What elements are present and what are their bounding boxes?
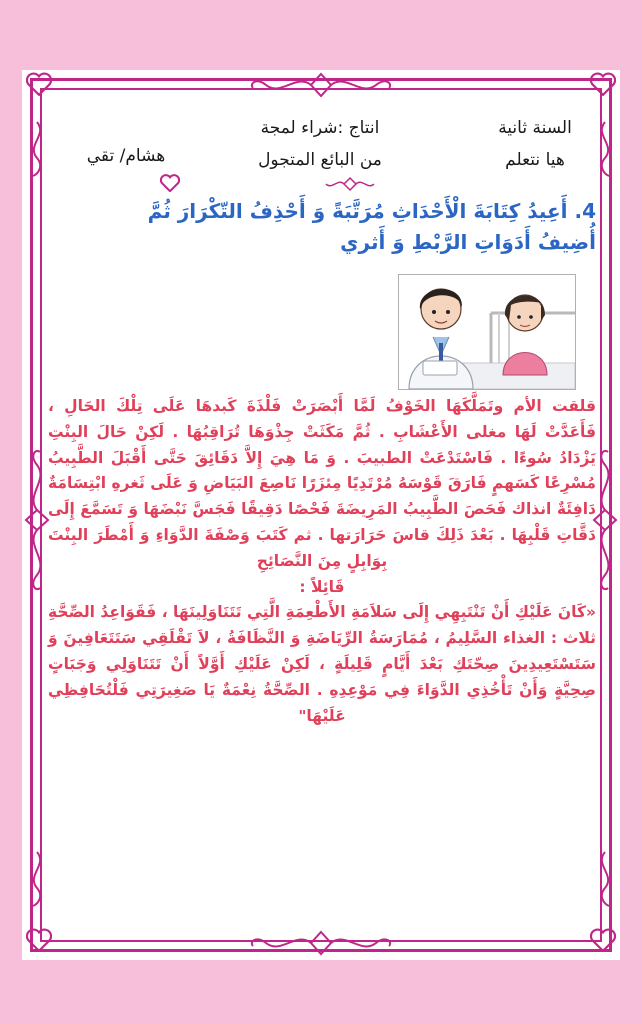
flourish-ornament-left-bottom-icon bbox=[24, 850, 50, 910]
doctor-and-patient-illustration bbox=[398, 274, 576, 390]
story-paragraph-1: قلقت الأم وتَمَلَّكَهَا الخَوْفُ لَمَّا أَبْصَرَتْ فَلْذَةَ كَبدهَا عَلَى تِلْكَ الحَالِ ، فَأَعَدَّتْ لَهَا مغلى الأَعْشَابِ . ثُمَّ مَكَثَتْ جِذْوَهَا تُرَاقِبُهَا . لَكِنْ حَالَ البِنْتِ يَزْدَادُ سُوءًا . فَاسْتَدْعَتْ الطبيبَ . وَ مَا هِيَ إِلاَّ دَقَائِقَ حَتَّى أَقْبَلَ الطَّبِيبُ مُسْرِعًا كَسَهمٍ فَارَقَ قَوْسَهُ مُرْتَدِيًا مِئزَرًا نَاصِعَ البَيَاضِ وَ عَلَى ثَغرهِ ابْتِسَامَةٌ دَافِئَةٌ انذاك فَحَصَ الطَّبِيبُ المَرِيضَةَ فَحْصًا دَقِيقًا فَجَسَّ نَبْضَهَا وَ تَسَمَّعَ إِلَى دَقَّاتِ قَلْبِهَا . بَعْدَ ذَلِكَ قاسَ حَرَارَتها . ثم كَتَبَ وَصْفَةَ الدَّوَاءِ وَ أَمْطَرَ البِنْتَ بِوَابِلٍ مِنَ النَّصَائِحِ bbox=[48, 397, 596, 570]
heart-ornament-top-right-icon bbox=[590, 72, 616, 96]
story-said-label: قَائِلاً : bbox=[299, 577, 345, 596]
heart-ornament-bottom-left-icon bbox=[26, 928, 52, 952]
small-heart-icon bbox=[160, 174, 180, 192]
scroll-ornament-bottom-icon bbox=[241, 928, 401, 958]
production-line-2: من البائع المتجول bbox=[258, 150, 382, 171]
mini-scroll-ornament-icon bbox=[320, 176, 380, 192]
author-name: هشام/ تقي bbox=[86, 146, 166, 166]
production-topic bbox=[220, 112, 420, 177]
textbook-text: هيا نتعلم bbox=[505, 150, 565, 171]
heart-ornament-top-left-icon bbox=[26, 72, 52, 96]
story-paragraph-2: «كَانَ عَلَيْكِ أَنْ تَنْتَبِهِي إِلَى سَلاَمَةِ الأَطْعِمَةِ الَّتِي تَتَنَاوَلِينَهَا ، فَقَوَاعِدُ الصِّحَّةِ ثلاث : الغذاء السَّلِيمُ ، مُمَارَسَةُ الرِّيَاضَةِ وَ النَّظَافَةُ ، لاَ تَقْلَقِي سَتَتَعَافِينَ وَ سَتَسْتَعِيدِينَ صِحّتَكِ بَعْدَ أَيَّامٍ قَلِيلَةٍ ، لَكِنْ عَلَيْكِ أَوَّلاً أَنْ تَتَنَاوَلِي وَجَبَاتٍ صِحِيَّةٍ وَأَنْ تَأْخُذِي الدَّوَاءَ فِي مَوْعِدِهِ . الصِّحَّةُ نِعْمَةٌ يَا صَغِيرَتِي فَلْتُحَافِظِي عَلَيْهَا" bbox=[48, 603, 596, 725]
flourish-ornament-right-bottom-icon bbox=[592, 850, 618, 910]
grade-text: السنة ثانية bbox=[498, 118, 572, 138]
heart-ornament-bottom-right-icon bbox=[590, 928, 616, 952]
task-line-1: 4. أَعِيدُ كِتَابَةَ الْأَحْدَاثِ مُرَتَّبَةً وَ أَحْذِفُ التّكْرَارَ ثُمَّ bbox=[147, 199, 596, 223]
doctor-and-patient-icon bbox=[399, 275, 575, 389]
task-instruction bbox=[48, 196, 596, 258]
flourish-ornament-left-top-icon bbox=[24, 120, 50, 180]
story-text bbox=[48, 394, 596, 729]
grade-label bbox=[470, 112, 600, 177]
task-line-2: أُضِيفُ أَدَوَاتِ الرَّبْطِ وَ أَثري bbox=[340, 230, 596, 254]
production-line-1: انتاج :شراء لمجة bbox=[260, 118, 380, 138]
scroll-ornament-top-icon bbox=[241, 70, 401, 100]
